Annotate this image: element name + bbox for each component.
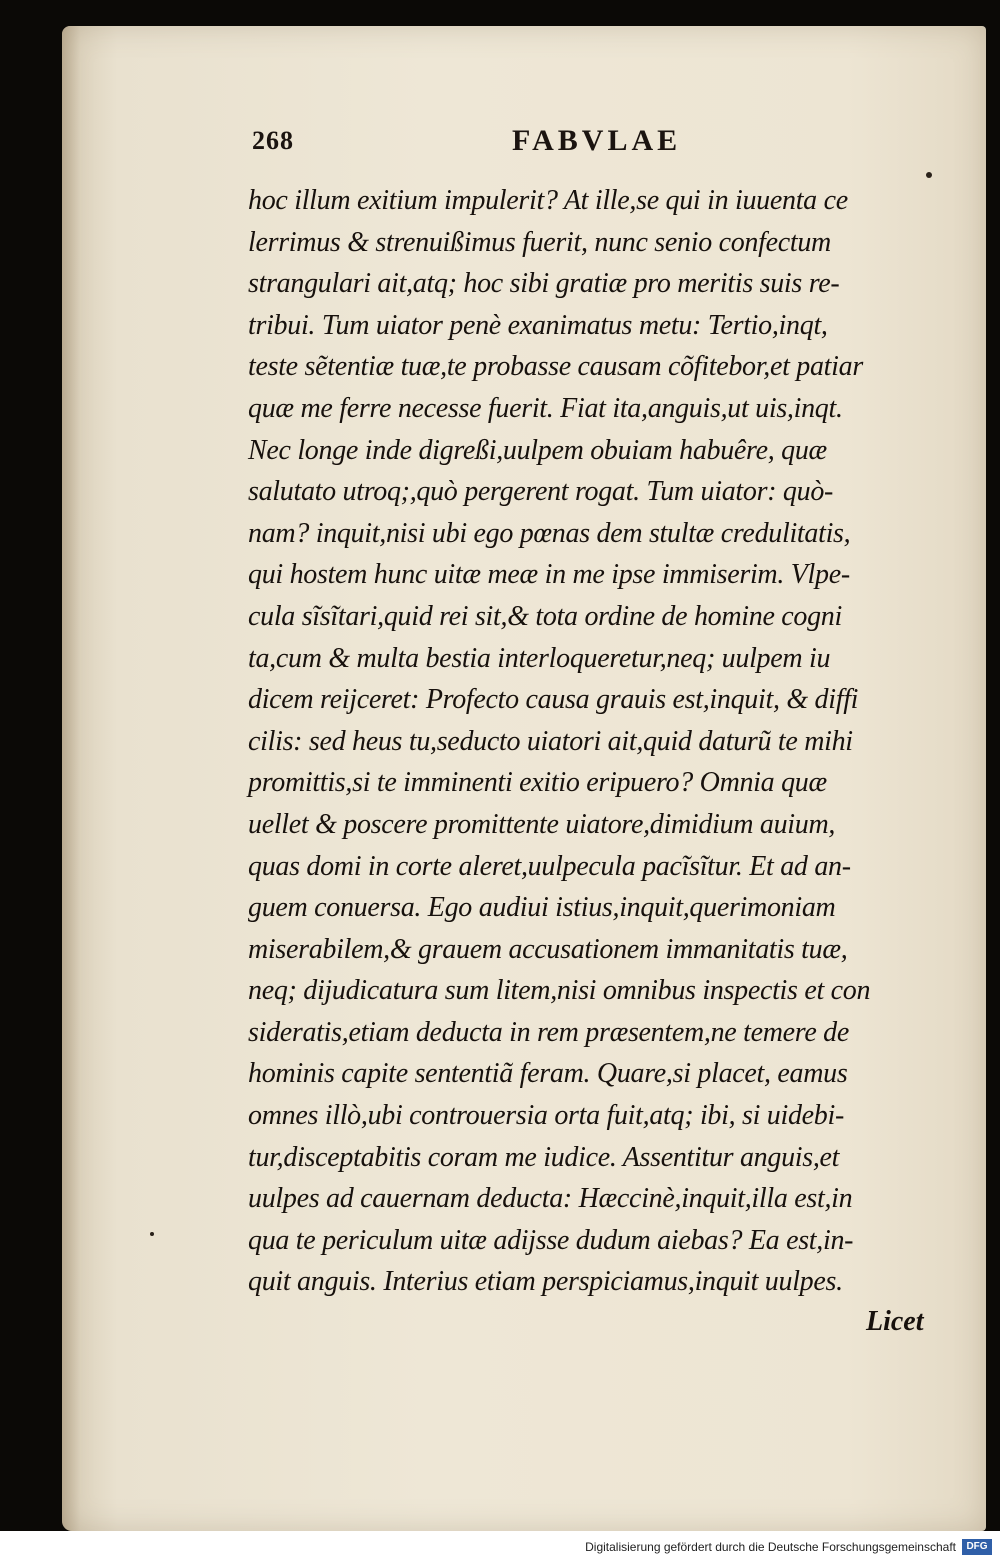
text-line: uulpes ad cauernam deducta: Hæccinè,inquit,illa est,in: [248, 1183, 853, 1215]
text-line: nam? inquit,nisi ubi ego pœnas dem stultæ credulitatis,: [248, 517, 851, 549]
text-line: tur,disceptabitis coram me iudice. Assentitur anguis,et: [248, 1141, 840, 1173]
body-text: [248, 180, 948, 1303]
ink-speck: [150, 1232, 154, 1236]
text-line: neq; dijudicatura sum litem,nisi omnibus inspectis et con: [248, 975, 871, 1007]
text-line: omnes illò,ubi controuersia orta fuit,atq; ibi, si uidebi-: [248, 1100, 844, 1132]
text-line: hoc illum exitium impulerit? At ille,se qui in iuuenta ce: [248, 185, 848, 216]
text-line: promittis,si te imminenti exitio eripuero? Omnia quæ: [248, 767, 827, 799]
text-line: qui hostem hunc uitæ meæ in me ipse immiserim. Vlpe-: [248, 559, 850, 591]
text-line: dicem reijceret: Profecto causa grauis est,inquit, & diffi: [248, 684, 859, 716]
text-line: strangulari ait,atq; hoc sibi gratiæ pro meritis suis re-: [248, 268, 840, 300]
text-line: guem conuersa. Ego audiui istius,inquit,querimoniam: [248, 892, 836, 924]
text-line: quit anguis. Interius etiam perspiciamus,inquit uulpes.: [248, 1266, 843, 1298]
text-line: salutato utroq;,quò pergerent rogat. Tum uiator: quò-: [248, 476, 834, 508]
text-line: ta,cum & multa bestia interloqueretur,neq; uulpem iu: [248, 642, 831, 674]
text-line: cula sĩsĩtari,quid rei sit,& tota ordine de homine cogni: [248, 600, 842, 632]
funding-credit: Digitalisierung gefördert durch die Deutsche Forschungsgemeinschaft: [585, 1540, 956, 1554]
text-line: quas domi in corte aleret,uulpecula pacĩsĩtur. Et ad an-: [248, 850, 851, 882]
text-line: cilis: sed heus tu,seducto uiatori ait,quid daturũ te mihi: [248, 725, 853, 757]
text-line: sideratis,etiam deducta in rem præsentem,ne temere de: [248, 1016, 850, 1048]
text-line: hominis capite sententiã feram. Quare,si placet, eamus: [248, 1058, 848, 1090]
ink-speck: [926, 172, 932, 178]
text-line: quæ me ferre necesse fuerit. Fiat ita,anguis,ut uis,inqt.: [248, 392, 843, 424]
text-line: uellet & poscere promittente uiatore,dimidium auium,: [248, 808, 836, 840]
dfg-logo: DFG: [962, 1539, 992, 1555]
running-title: FABVLAE: [512, 124, 682, 157]
text-line: Nec longe inde digreßi,uulpem obuiam habuêre, quæ: [248, 434, 827, 466]
text-line: qua te periculum uitæ adijsse dudum aiebas? Ea est,in-: [248, 1224, 854, 1256]
text-line: lerrimus & strenuißimus fuerit, nunc senio confectum: [248, 226, 831, 258]
text-line: teste sẽtentiæ tuæ,te probasse causam cõfitebor,et patiar: [248, 351, 863, 383]
running-head: [252, 126, 952, 166]
page-number: 268: [252, 126, 294, 155]
page-gutter-shadow: [62, 26, 80, 1531]
catchword: Licet: [866, 1306, 924, 1337]
text-line: tribui. Tum uiator penè exanimatus metu: Tertio,inqt,: [248, 309, 828, 341]
text-line: miserabilem,& grauem accusationem immanitatis tuæ,: [248, 933, 848, 965]
footer-bar: [0, 1531, 1000, 1563]
